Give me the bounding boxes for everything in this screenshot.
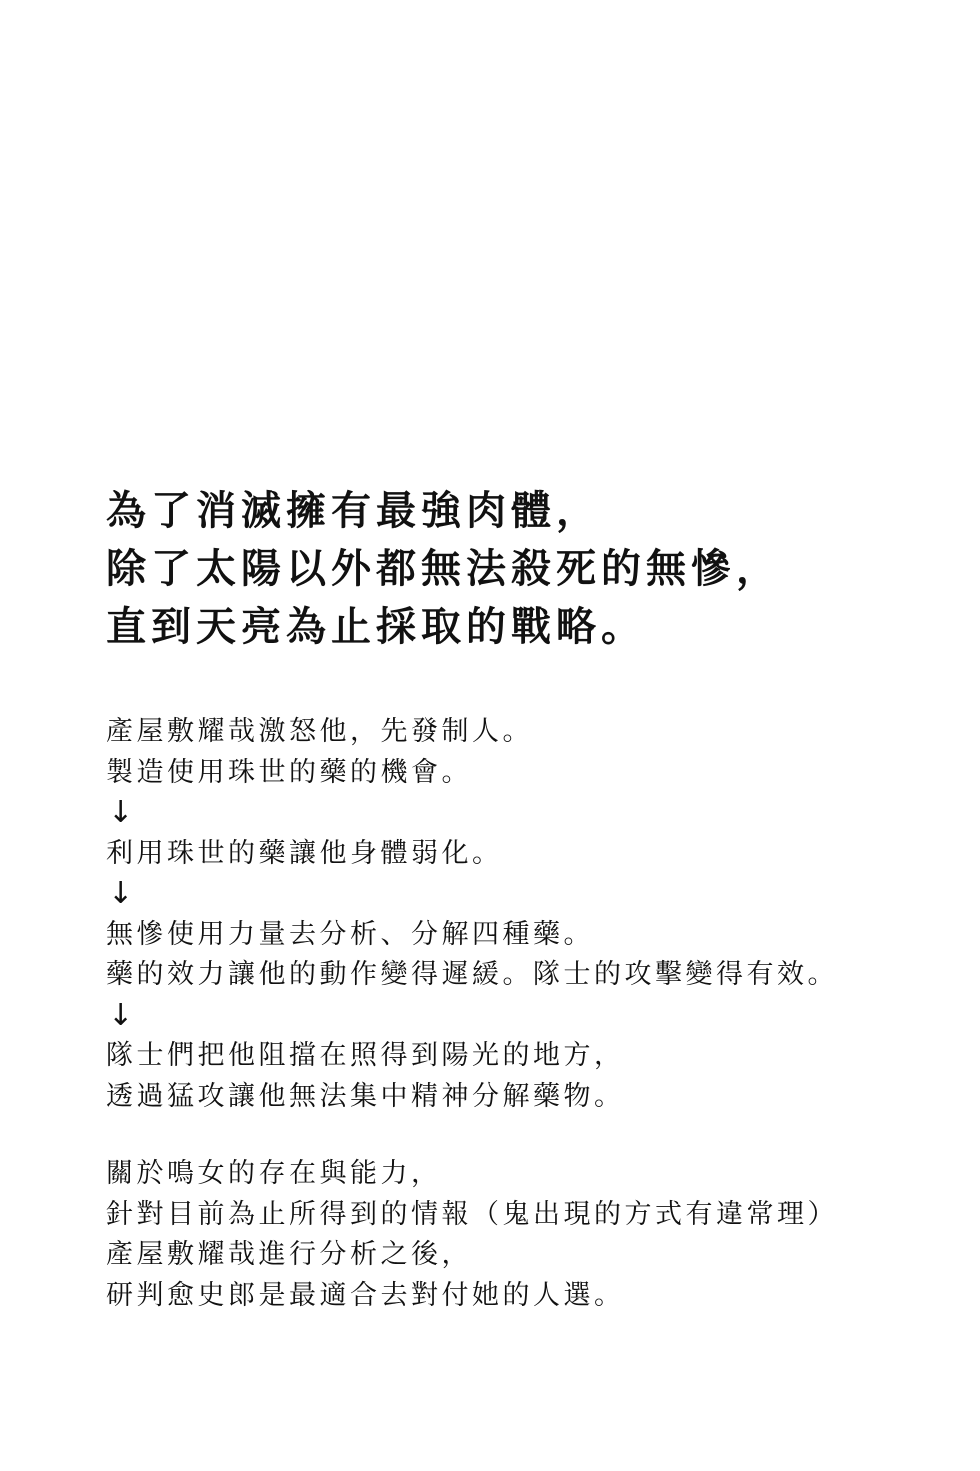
step-4-line-1: 隊士們把他阻擋在照得到陽光的地方， [106, 1040, 625, 1071]
heading-line-2: 除了太陽以外都無法殺死的無慘， [106, 545, 781, 592]
step-4-line-2: 透過猛攻讓他無法集中精神分解藥物。 [106, 1080, 625, 1112]
down-arrow-icon: ↓ [108, 876, 134, 911]
heading-line-3: 直到天亮為止採取的戰略。 [106, 603, 646, 650]
heading-line-1: 為了消滅擁有最強肉體， [106, 487, 601, 534]
down-arrow-icon: ↓ [108, 997, 134, 1033]
strategy-steps [106, 712, 966, 1117]
down-arrow-icon: ↓ [108, 795, 134, 830]
nakime-note [106, 1154, 966, 1316]
step-3-line-2: 藥的效力讓他的動作變得遲緩。隊士的攻擊變得有效。 [106, 959, 838, 990]
step-3-line-1: 無慘使用力量去分析、分解四種藥。 [106, 918, 594, 950]
step-2-line-1: 利用珠世的藥讓他身體弱化。 [106, 837, 503, 869]
strategy-heading [106, 482, 946, 656]
nakime-note-line-4: 研判愈史郎是最適合去對付她的人選。 [106, 1279, 625, 1311]
nakime-note-line-3: 產屋敷耀哉進行分析之後， [106, 1239, 472, 1270]
nakime-note-line-2: 針對目前為止所得到的情報（鬼出現的方式有違常理） [106, 1198, 838, 1230]
step-1-line-1: 產屋敷耀哉激怒他，先發制人。 [106, 716, 533, 747]
nakime-note-line-1: 關於鳴女的存在與能力， [106, 1158, 442, 1189]
step-1-line-2: 製造使用珠世的藥的機會。 [106, 756, 472, 788]
